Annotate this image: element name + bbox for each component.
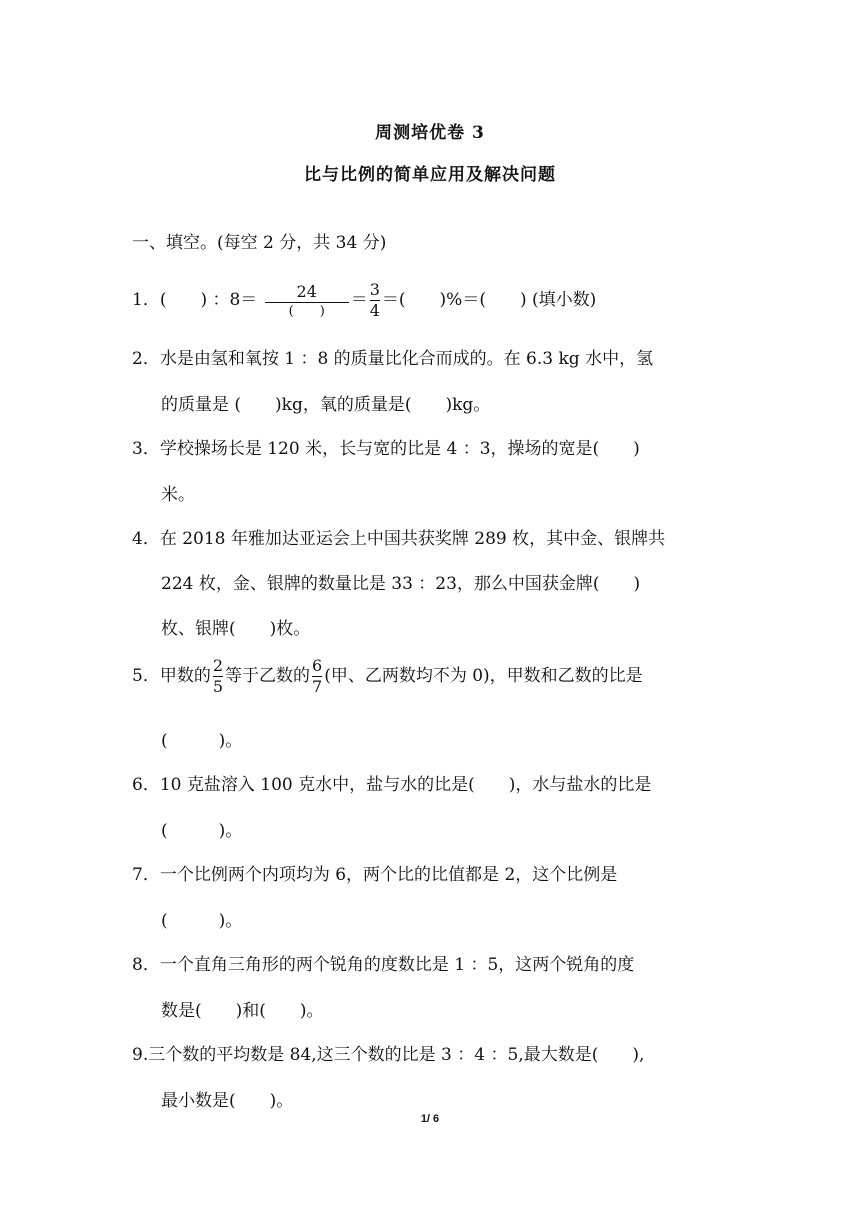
q1-fraction (265, 281, 349, 319)
q5-fraction-2 (312, 658, 322, 695)
question-3-line-2: 米。 (161, 485, 195, 505)
page-title: 周测培优卷 3 (375, 123, 485, 143)
q5-fraction-1-numerator: 2 (212, 656, 224, 675)
question-7-line-2: ( )。 (161, 911, 243, 931)
section-heading: 一、填空。(每空 2 分，共 34 分) (132, 233, 387, 253)
q1-fraction-2-denominator: 4 (369, 301, 380, 320)
question-7-line-1: 7．一个比例两个内项均为 6，两个比的比值都是 2，这个比例是 (132, 865, 618, 885)
q1-text-b: ＝( )%＝( ) (填小数) (381, 290, 597, 310)
question-4-line-3: 枚、银牌( )枚。 (161, 619, 311, 639)
q5-fraction-2-denominator: 7 (312, 677, 323, 696)
question-4-line-1: 4．在 2018 年雅加达亚运会上中国共获奖牌 289 枚，其中金、银牌共 (132, 529, 666, 549)
q1-fraction-numerator: 24 (296, 281, 317, 301)
question-8-line-1: 8．一个直角三角形的两个锐角的度数比是 1 ：5，这两个锐角的度 (132, 955, 635, 975)
q1-fraction-denominator: ( ) (288, 303, 325, 319)
q1-fraction-2 (370, 282, 380, 319)
q1-fraction-bar (265, 302, 349, 303)
question-2-line-2: 的质量是 ( )kg，氧的质量是( )kg。 (161, 395, 491, 415)
question-9-line-2: 最小数是( )。 (161, 1091, 294, 1111)
question-6-line-2: ( )。 (161, 821, 243, 841)
question-4-line-2: 224 枚，金、银牌的数量比是 33 ：23，那么中国获金牌( ) (161, 574, 641, 594)
page-number: 1/ 6 (420, 1113, 440, 1125)
question-8-line-2: 数是( )和( )。 (161, 1001, 324, 1021)
page-subtitle: 比与比例的简单应用及解决问题 (304, 165, 556, 185)
q5-text-b: 等于乙数的 (225, 666, 311, 686)
q1-fraction-2-numerator: 3 (369, 280, 380, 299)
q5-text-a: 5．甲数的 (132, 666, 211, 686)
q1-text-a: 1．( ) ：8＝ (132, 290, 258, 310)
q1-equals: ＝ (350, 290, 368, 310)
question-5-line-1 (132, 658, 643, 695)
question-1 (132, 282, 596, 319)
question-2-line-1: 2．水是由氢和氧按 1 ：8 的质量比化合而成的。在 6.3 kg 水中，氢 (132, 349, 654, 369)
question-9-line-1: 9.三个数的平均数是 84,这三个数的比是 3 ：4 ：5,最大数是( ), (132, 1045, 645, 1065)
question-6-line-1: 6．10 克盐溶入 100 克水中，盐与水的比是( )，水与盐水的比是 (132, 775, 652, 795)
question-3-line-1: 3．学校操场长是 120 米，长与宽的比是 4 ：3，操场的宽是( ) (132, 439, 640, 459)
q5-fraction-1-denominator: 5 (212, 677, 224, 696)
question-5-line-2: ( )。 (161, 731, 243, 751)
q5-fraction-2-numerator: 6 (312, 656, 323, 675)
q5-text-c: (甲、乙两数均不为 0)，甲数和乙数的比是 (324, 666, 643, 686)
q5-fraction-1 (213, 658, 223, 695)
